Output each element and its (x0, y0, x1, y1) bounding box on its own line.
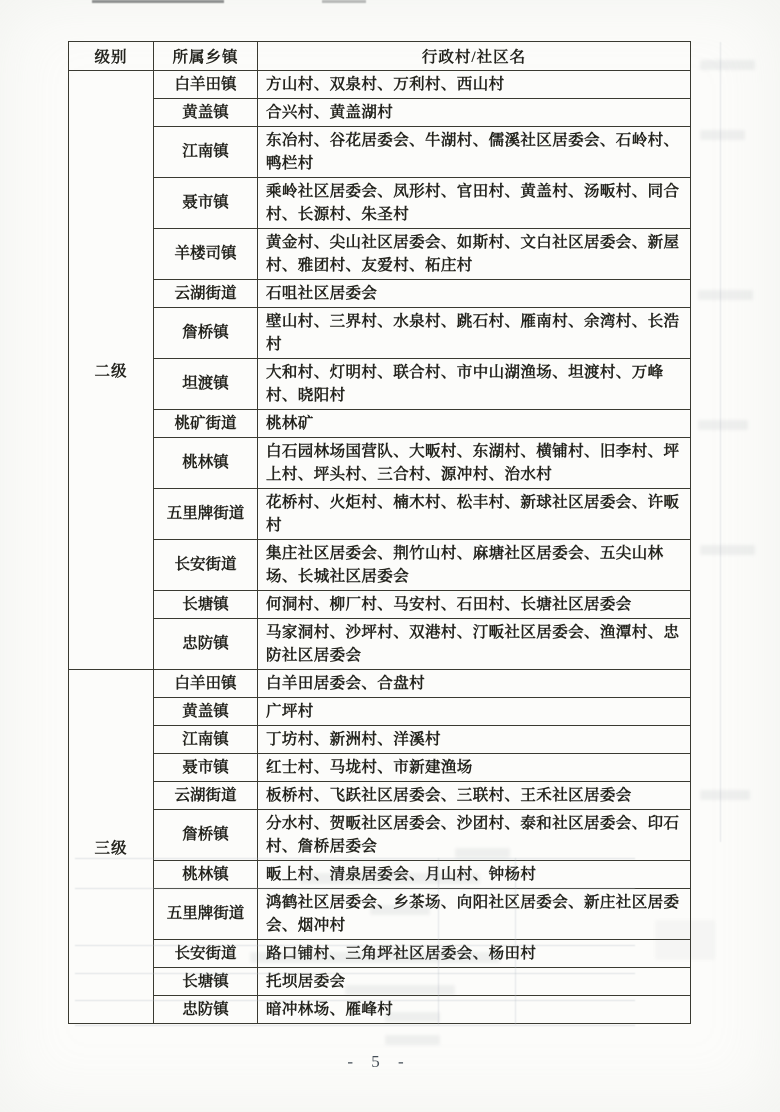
villages-cell: 托坝居委会 (258, 968, 691, 996)
page-number: - 5 - (347, 1052, 411, 1071)
villages-cell: 大和村、灯明村、联合村、市中山湖渔场、坦渡村、万峰村、晓阳村 (258, 359, 691, 410)
township-cell: 桃林镇 (154, 861, 258, 889)
township-cell: 詹桥镇 (154, 308, 258, 359)
villages-cell: 乘岭社区居委会、凤形村、官田村、黄盖村、汤畈村、同合村、长源村、朱圣村 (258, 178, 691, 229)
table-row (69, 71, 691, 99)
table-row (69, 438, 691, 489)
bleedthrough-artifact (345, 985, 455, 995)
table-row (69, 591, 691, 619)
bleedthrough-artifact (370, 905, 430, 915)
table-row (69, 127, 691, 178)
bleedthrough-artifact (385, 1035, 440, 1045)
villages-cell: 石咀社区居委会 (258, 280, 691, 308)
table-row (69, 229, 691, 280)
col-header-villages: 行政村/社区名 (258, 42, 691, 71)
township-cell: 五里牌街道 (154, 489, 258, 540)
villages-cell: 合兴村、黄盖湖村 (258, 99, 691, 127)
villages-cell: 东冶村、谷花居委会、牛湖村、儒溪社区居委会、石岭村、鸭栏村 (258, 127, 691, 178)
col-header-township: 所属乡镇 (154, 42, 258, 71)
township-cell: 羊楼司镇 (154, 229, 258, 280)
table-row (69, 489, 691, 540)
township-cell: 詹桥镇 (154, 810, 258, 861)
villages-cell: 集庄社区居委会、荆竹山村、麻塘社区居委会、五尖山林场、长城社区居委会 (258, 540, 691, 591)
bleedthrough-artifact (75, 945, 635, 946)
township-cell: 桃矿街道 (154, 410, 258, 438)
table-row (69, 410, 691, 438)
township-cell: 长安街道 (154, 940, 258, 968)
table-row (69, 726, 691, 754)
villages-cell: 暗冲林场、雁峰村 (258, 996, 691, 1024)
level-cell: 三级 (69, 670, 154, 1024)
township-cell: 坦渡镇 (154, 359, 258, 410)
township-cell: 黄盖镇 (154, 99, 258, 127)
table-row (69, 280, 691, 308)
villages-cell: 壁山村、三界村、水泉村、跳石村、雁南村、余湾村、长浩村 (258, 308, 691, 359)
villages-cell: 花桥村、火炬村、楠木村、松丰村、新球社区居委会、许畈村 (258, 489, 691, 540)
scan-edge-artifact (92, 0, 224, 3)
villages-cell: 路口铺村、三角坪社区居委会、杨田村 (258, 940, 691, 968)
bleedthrough-artifact (698, 420, 748, 430)
villages-cell: 何洞村、柳厂村、马安村、石田村、长塘社区居委会 (258, 591, 691, 619)
township-cell: 五里牌街道 (154, 889, 258, 940)
township-cell: 云湖街道 (154, 782, 258, 810)
bleedthrough-artifact (698, 290, 753, 300)
villages-cell: 黄金村、尖山社区居委会、如斯村、文白社区居委会、新屋村、雅团村、友爱村、柘庄村 (258, 229, 691, 280)
bleedthrough-artifact (515, 858, 516, 1025)
township-cell: 白羊田镇 (154, 670, 258, 698)
township-cell: 江南镇 (154, 726, 258, 754)
table-header-row (69, 42, 691, 71)
villages-cell: 红士村、马垅村、市新建渔场 (258, 754, 691, 782)
bleedthrough-artifact (700, 60, 755, 70)
table-row (69, 619, 691, 670)
township-cell: 长塘镇 (154, 591, 258, 619)
villages-cell: 白石园林场国营队、大畈村、东湖村、横铺村、旧李村、坪上村、坪头村、三合村、源冲村、治水村 (258, 438, 691, 489)
villages-cell: 白羊田居委会、合盘村 (258, 670, 691, 698)
bleedthrough-artifact (655, 920, 715, 960)
township-cell: 长安街道 (154, 540, 258, 591)
township-cell: 聂市镇 (154, 754, 258, 782)
bleedthrough-artifact (75, 973, 635, 974)
table-row (69, 754, 691, 782)
villages-cell: 丁坊村、新洲村、洋溪村 (258, 726, 691, 754)
villages-cell: 桃林矿 (258, 410, 691, 438)
township-cell: 江南镇 (154, 127, 258, 178)
township-cell: 忠防镇 (154, 619, 258, 670)
villages-cell: 板桥村、飞跃社区居委会、三联村、王禾社区居委会 (258, 782, 691, 810)
table-row (69, 178, 691, 229)
bleedthrough-artifact (75, 888, 635, 889)
bleedthrough-artifact (300, 873, 480, 884)
col-header-level: 级别 (69, 42, 154, 71)
villages-cell: 方山村、双泉村、万利村、西山村 (258, 71, 691, 99)
bleedthrough-artifact (700, 130, 745, 140)
bleedthrough-artifact (250, 952, 500, 963)
bleedthrough-artifact (455, 848, 510, 858)
scan-edge-artifact (322, 0, 366, 3)
bleedthrough-artifact (700, 545, 755, 555)
table-row (69, 670, 691, 698)
table-row (69, 782, 691, 810)
township-cell: 长塘镇 (154, 968, 258, 996)
bleedthrough-artifact (75, 1000, 635, 1001)
table-row (69, 99, 691, 127)
table-row (69, 810, 691, 861)
township-cell: 忠防镇 (154, 996, 258, 1024)
table-row (69, 359, 691, 410)
bleedthrough-artifact (385, 1012, 440, 1022)
bleedthrough-artifact (700, 790, 750, 800)
township-cell: 黄盖镇 (154, 698, 258, 726)
villages-cell: 分水村、贺畈社区居委会、沙团村、泰和社区居委会、印石村、詹桥居委会 (258, 810, 691, 861)
villages-cell: 鸿鹤社区居委会、乡茶场、向阳社区居委会、新庄社区居委会、烟冲村 (258, 889, 691, 940)
township-cell: 云湖街道 (154, 280, 258, 308)
township-cell: 桃林镇 (154, 438, 258, 489)
table-row (69, 308, 691, 359)
township-cell: 聂市镇 (154, 178, 258, 229)
bleedthrough-artifact (720, 42, 721, 842)
level-cell: 二级 (69, 71, 154, 670)
villages-cell: 广坪村 (258, 698, 691, 726)
bleedthrough-artifact (75, 1025, 635, 1026)
villages-cell: 畈上村、清泉居委会、月山村、钟杨村 (258, 861, 691, 889)
township-cell: 白羊田镇 (154, 71, 258, 99)
bleedthrough-artifact (75, 858, 635, 859)
villages-cell: 马家洞村、沙坪村、双港村、汀畈社区居委会、渔潭村、忠防社区居委会 (258, 619, 691, 670)
table-row (69, 540, 691, 591)
table-row (69, 698, 691, 726)
